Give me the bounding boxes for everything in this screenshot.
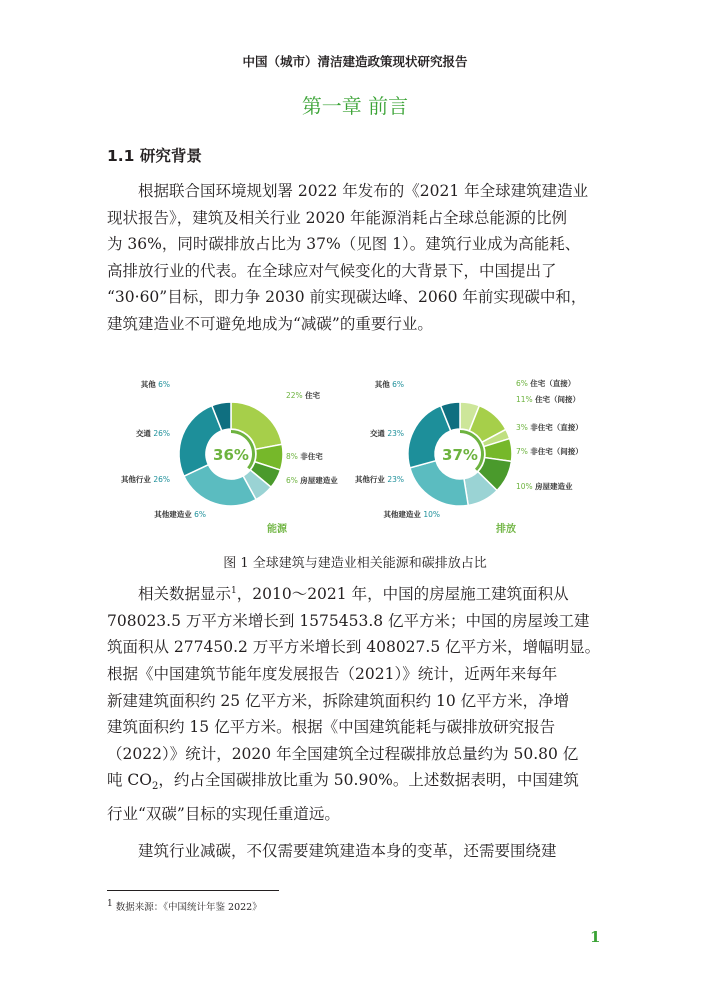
paragraph-line: 根据联合国环境规划署 2022 年发布的《2021 年全球建筑建造业 [138, 182, 589, 200]
paragraph-text: ，约占全国碳排放比重为 50.90%。上述数据表明，中国建筑 [158, 771, 579, 790]
footnote-text: 数据来源：《中国统计年鉴 2022》 [115, 902, 262, 914]
slice-name: 其他建造业 [154, 510, 192, 519]
slice-percentage: 6% [158, 380, 170, 389]
donut-slice-label [141, 379, 170, 389]
paragraph-reduction [107, 838, 607, 865]
donut-slice-label [516, 446, 583, 456]
slice-name: 其他 [140, 380, 156, 389]
figure-donut-charts [120, 362, 590, 542]
slice-percentage: 23% [387, 429, 404, 438]
slice-percentage: 26% [153, 429, 170, 438]
slice-percentage: 23% [387, 475, 404, 484]
donut-slice-label [516, 378, 575, 388]
donut-slice-label [375, 379, 404, 389]
donut-slice-label [516, 422, 583, 432]
paragraph-text: 相关数据显示 [138, 585, 232, 604]
running-header: 中国（城市）清洁建造政策现状研究报告 [242, 54, 468, 69]
slice-percentage: 26% [153, 475, 170, 484]
paragraph-line: 建筑行业减碳，不仅需要建筑建造本身的变革，还需要围绕建 [138, 842, 557, 860]
paragraph-background [107, 178, 607, 338]
slice-percentage: 7% [516, 447, 528, 456]
donut-center-label: 36% [213, 446, 249, 464]
paragraph-line: 建筑面积约 15 亿平方米。根据《中国建筑能耗与碳排放研究报告 [107, 718, 556, 737]
paragraph-line: “30·60”目标，即力争 2030 前实现碳达峰、2060 年前实现碳中和， [107, 288, 587, 307]
donut-title: 能源 [267, 524, 287, 535]
slice-percentage: 6% [392, 380, 404, 389]
slice-percentage: 6% [286, 476, 298, 485]
paragraph-line: 为 36%，同时碳排放占比为 37%（见图 1）。建筑行业成为高能耗、 [107, 235, 581, 254]
donut-center-label: 37% [442, 446, 478, 464]
slice-name: 住宅（直接） [530, 379, 576, 388]
paragraph-line [107, 578, 607, 608]
donut-slice-label [136, 428, 170, 438]
slice-name: 交通 [135, 429, 151, 438]
slice-name: 住宅（间接） [535, 395, 581, 404]
footnote-divider [107, 890, 279, 891]
slice-name: 其他建造业 [383, 510, 421, 519]
donut-slice-label [154, 509, 206, 519]
slice-percentage: 10% [423, 510, 440, 519]
slice-percentage: 10% [516, 482, 533, 491]
slice-percentage: 3% [516, 423, 528, 432]
paragraph-data [107, 578, 607, 828]
slice-name: 非住宅（直接） [530, 423, 583, 432]
figure-caption: 图 1 全球建筑与建造业相关能源和碳排放占比 [223, 556, 487, 571]
slice-name: 其他行业 [354, 475, 385, 484]
slice-name: 交通 [369, 429, 385, 438]
donut-slice-label [355, 474, 404, 484]
slice-percentage: 6% [194, 510, 206, 519]
slice-percentage: 6% [516, 379, 528, 388]
footnote-marker: 1 [107, 899, 113, 909]
slice-name: 其他 [374, 380, 390, 389]
paragraph-line: （2022）》统计，2020 年全国建筑全过程碳排放总量约为 50.80 亿 [107, 744, 579, 763]
donut-slice-label [370, 428, 404, 438]
footnote-reference[interactable]: 1 [231, 586, 237, 596]
donut-slice-label [383, 509, 440, 519]
slice-name: 其他行业 [120, 475, 151, 484]
paragraph-line: 建筑建造业不可避免地成为“减碳”的重要行业。 [107, 314, 433, 333]
chapter-title: 第一章 前言 [301, 94, 409, 118]
donut-charts-svg [120, 362, 590, 542]
donut-slice [410, 461, 468, 506]
donut-slice-label [286, 475, 338, 485]
page-number: 1 [590, 928, 601, 946]
slice-name: 房屋建造业 [300, 476, 338, 485]
paragraph-text: 吨 CO [107, 771, 152, 790]
paragraph-line: 现状报告》，建筑及相关行业 2020 年能源消耗占全球总能源的比例 [107, 208, 568, 227]
slice-percentage: 8% [286, 452, 298, 461]
donut-slice-label [516, 481, 573, 491]
paragraph-line: 筑面积从 277450.2 万平方米增长到 408027.5 亿平方米，增幅明显。 [107, 638, 601, 657]
section-heading: 1.1 研究背景 [107, 147, 202, 165]
slice-name: 房屋建造业 [535, 482, 573, 491]
slice-percentage: 22% [286, 391, 303, 400]
donut-slice-label [516, 394, 580, 404]
co2-subscript: 2 [152, 781, 159, 793]
paragraph-line: 708023.5 万平方米增长到 1575453.8 亿平方米；中国的房屋竣工建 [107, 611, 590, 630]
paragraph-line: 高排放行业的代表。在全球应对气候变化的大背景下，中国提出了 [107, 261, 557, 280]
donut-slice-label [121, 474, 170, 484]
donut-title: 排放 [496, 524, 516, 535]
donut-slice-label [286, 390, 321, 400]
slice-name: 非住宅（间接） [530, 447, 583, 456]
paragraph-line: 根据《中国建筑节能年度发展报告（2021）》统计，近两年来每年 [107, 664, 558, 683]
slice-percentage: 11% [516, 395, 533, 404]
paragraph-line: 行业“双碳”目标的实现任重道远。 [107, 805, 340, 823]
donut-slice-label [286, 451, 323, 461]
slice-name: 住宅 [305, 391, 321, 400]
footnote [107, 899, 262, 913]
paragraph-line: 新建建筑面积约 25 亿平方米，拆除建筑面积约 10 亿平方米，净增 [107, 691, 570, 710]
paragraph-line [107, 767, 607, 801]
donut-slice [231, 402, 282, 449]
slice-name: 非住宅 [300, 452, 323, 461]
paragraph-text: ，2010～2021 年，中国的房屋施工建筑面积从 [236, 585, 569, 604]
